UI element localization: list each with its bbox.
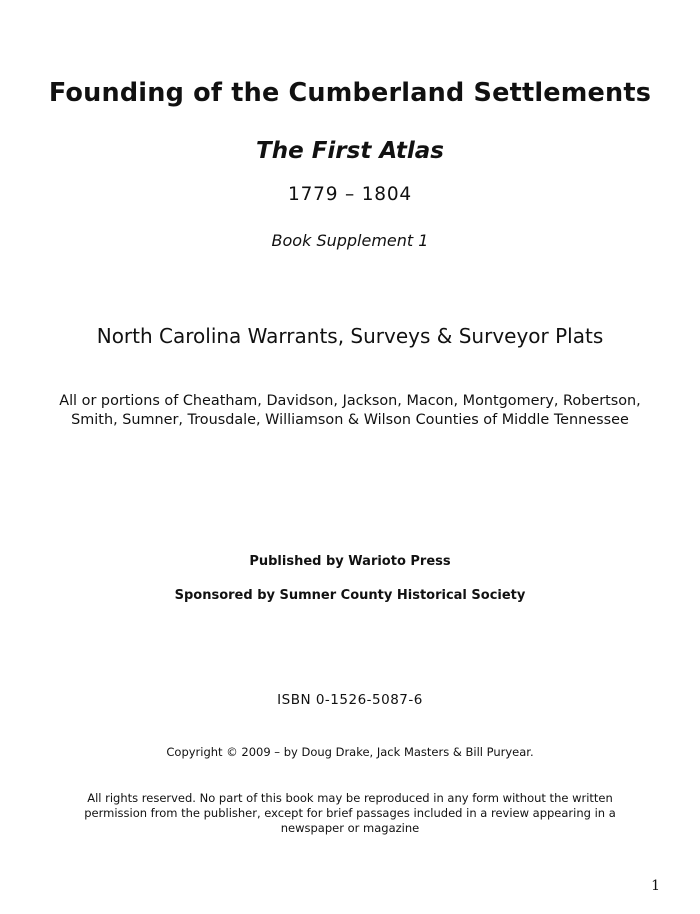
- rights-notice: [0, 791, 700, 836]
- counties-line-2: Smith, Sumner, Trousdale, Williamson & Wilson Counties of Middle Tennessee: [71, 412, 629, 428]
- copyright-line: Copyright © 2009 – by Doug Drake, Jack Masters & Bill Puryear.: [166, 745, 534, 759]
- book-subtitle: The First Atlas: [256, 138, 444, 164]
- page-number: 1: [651, 878, 660, 894]
- publisher-line: Published by Warioto Press: [249, 554, 451, 569]
- book-title: Founding of the Cumberland Settlements: [48, 78, 652, 108]
- section-heading: North Carolina Warrants, Surveys & Surveyor Plats: [96, 324, 604, 348]
- sponsor-line: Sponsored by Sumner County Historical Society: [174, 588, 526, 603]
- isbn-line: ISBN 0-1526-5087-6: [277, 692, 423, 708]
- year-range: 1779 – 1804: [288, 184, 412, 205]
- rights-line-1: All rights reserved. No part of this book may be reproduced in any form without the written: [87, 791, 613, 805]
- counties-line-1: All or portions of Cheatham, Davidson, Jackson, Macon, Montgomery, Robertson,: [59, 393, 641, 409]
- rights-line-3: newspaper or magazine: [280, 821, 420, 835]
- counties-description: [0, 392, 700, 430]
- rights-line-2: permission from the publisher, except for brief passages included in a review appearing in a: [84, 806, 616, 820]
- supplement-label: Book Supplement 1: [271, 231, 429, 250]
